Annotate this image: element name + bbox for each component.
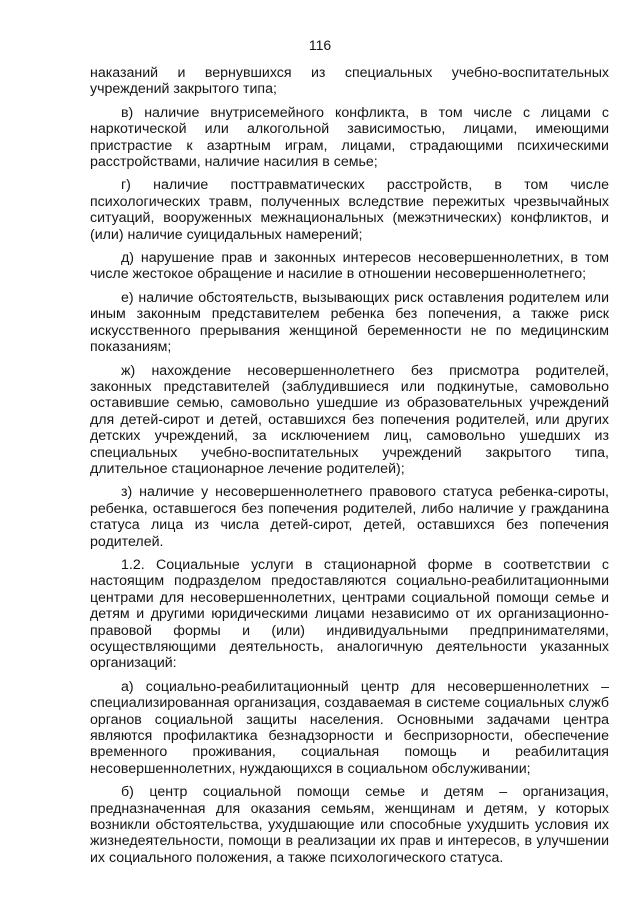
paragraph-item-d: д) нарушение прав и законных интересов несовершеннолетних, в том числе жестокое обращение и насилие в отношении несовершеннолетнего; [90,250,609,283]
paragraph-item-g: г) наличие посттравматических расстройств, в том числе психологических травм, полученных вследствие пережитых чрезвычайных ситуаций, вооруженных межнациональных (межэтнических) конфликтов, и (или) наличие суицидальных намерений; [90,177,609,243]
paragraph-item-e: е) наличие обстоятельств, вызывающих риск оставления родителем или иным законным представителем ребенка без попечения, а также риск искусственного прерывания женщиной беременности не по медицинским показаниям; [90,289,609,356]
paragraph-item-v: в) наличие внутрисемейного конфликта, в том числе с лицами с наркотической или алкогольной зависимостью, лицами, имеющими пристрастие к азартным играм, лицами, страдающими психическими расстройствами, наличие насилия в семье; [90,104,609,171]
paragraph-continuation: наказаний и вернувшихся из специальных учебно-воспитательных учреждений закрытого типа; [90,65,609,98]
paragraph-item-b: б) центр социальной помощи семье и детям – организация, предназначенная для оказания семьям, женщинам и детям, у которых возникли обстоятельства, ухудшающие или способные ухудшить условия их жизнедеятельности, помощи в реализации их прав и интересов, в улучшении их социального положения, а также психологического статуса. [90,784,609,866]
paragraph-item-z: з) наличие у несовершеннолетнего правового статуса ребенка-сироты, ребенка, оставшегося без попечения родителей, либо наличие у гражданина статуса лица из числа детей-сирот, детей, оставшихся без попечения родителей. [90,484,609,550]
paragraph-item-zh: ж) нахождение несовершеннолетнего без присмотра родителей, законных представителей (заблудившиеся или подкинутые, самовольно оставившие семью, самовольно ушедшие из образовательных учреждений для детей-сирот и детей, оставшихся без попечения родителей, или других детских учреждений, за исключением лиц, самовольно ушедших из специальных учебно-воспитательных учреждений закрытого типа, длительное стационарное лечение родителей); [90,362,609,477]
paragraph-item-a: а) социально-реабилитационный центр для несовершеннолетних – специализированная организация, создаваемая в системе социальных служб органов социальной защиты населения. Основными задачами центра являются профилактика безнадзорности и беспризорности, обеспечение временного проживания, социальная помощь и реабилитация несовершеннолетних, нуждающихся в социальном обслуживании; [90,678,609,777]
page-number: 116 [308,37,332,53]
paragraph-section-1-2: 1.2. Социальные услуги в стационарной форме в соответствии с настоящим подразделом предоставляются социально-реабилитационными центрами для несовершеннолетних, центрами социальной помощи семье и детям и другими юридическими лицами независимо от их организационно-правовой формы и (или) индивидуальными предпринимателями, осуществляющими деятельность, аналогичную деятельности указанных организаций: [90,556,609,672]
document-body [90,65,609,873]
